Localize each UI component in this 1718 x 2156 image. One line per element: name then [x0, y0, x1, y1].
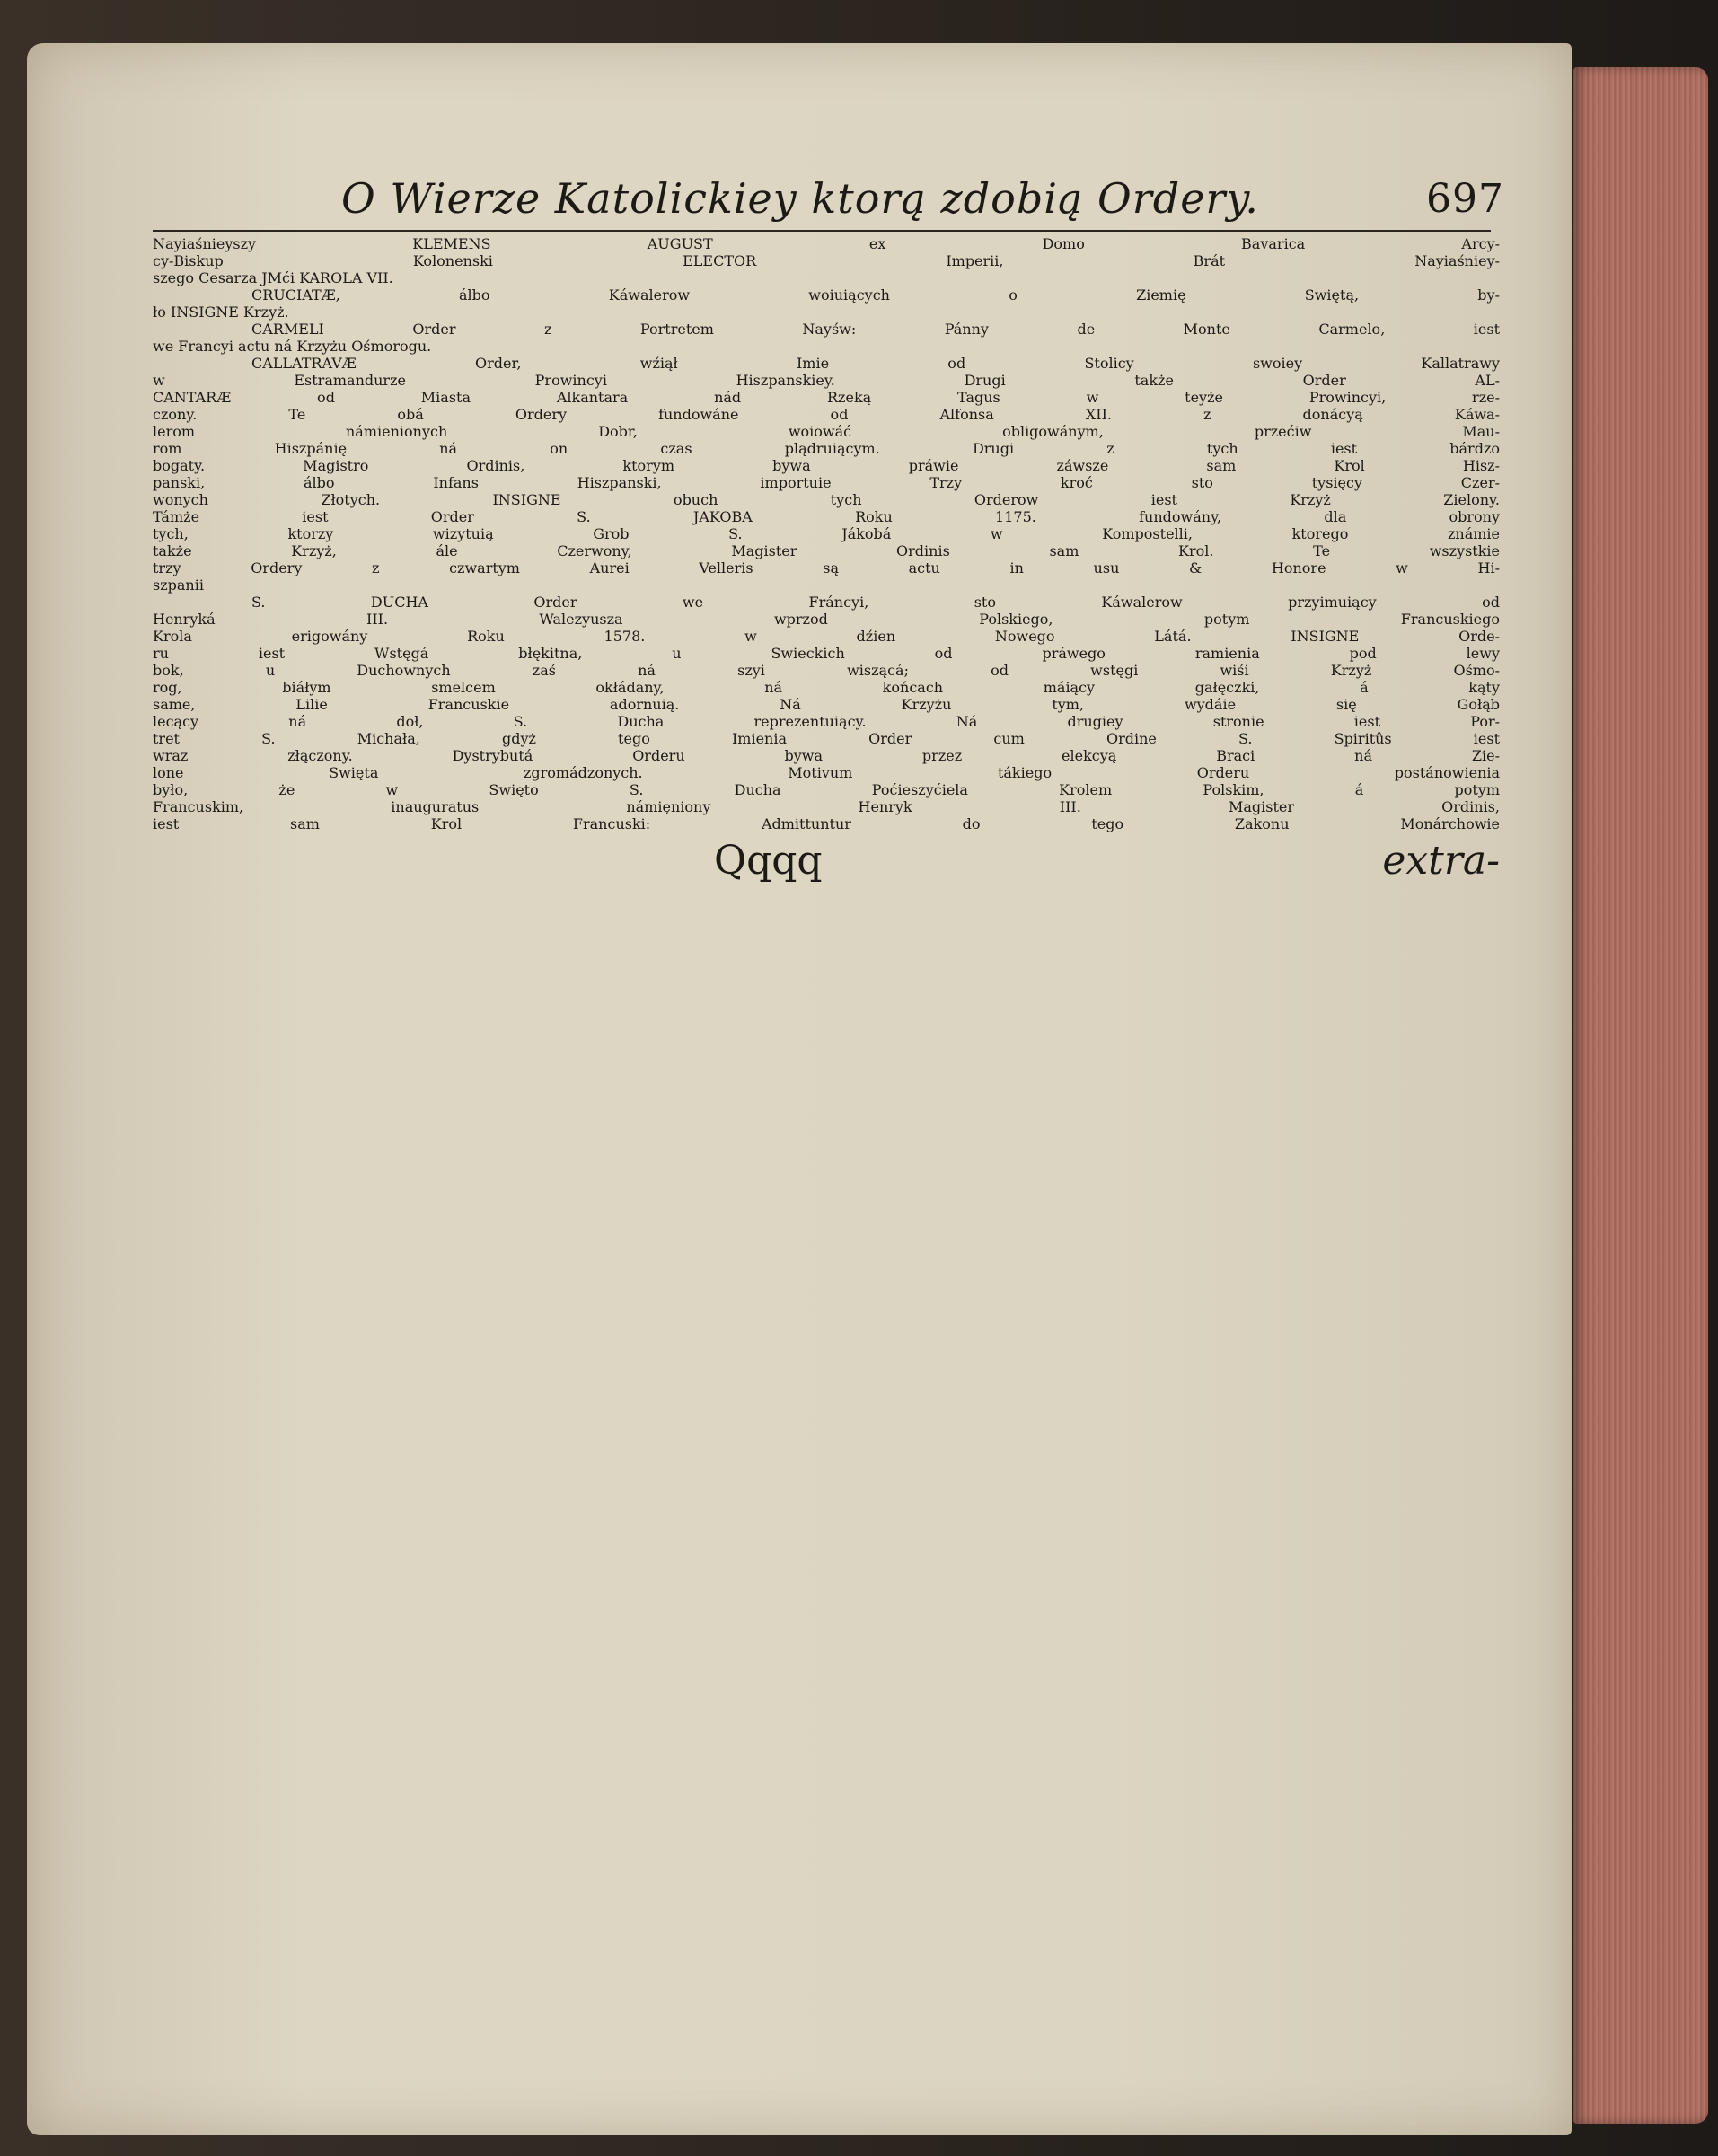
text-line: rog, biáłym smelcem okłádany, ná końcach máiący gałęczki, á kąty [153, 679, 1500, 696]
head-rule [153, 230, 1491, 232]
text-line: Francuskim, inauguratus námięniony Henryk III. Magister Ordinis, [153, 798, 1500, 815]
text-line: lecący ná doł, S. Ducha reprezentuiący. Ná drugiey stronie iest Por- [153, 713, 1500, 730]
text-line: cy-Biskup Kolonenski ELECTOR Imperii, Brát Nayiaśniey- [153, 252, 1500, 269]
text-line: szpanii [153, 576, 204, 594]
text-line: CARMELI Order z Portretem Nayśw: Pánny de Monte Carmelo, iest [251, 321, 1500, 338]
catchword: extra- [1382, 838, 1500, 884]
text-line: trzy Ordery z czwartym Aurei Velleris są actu in usu & Honore w Hi- [153, 559, 1500, 576]
text-line: tych, ktorzy wizytuią Grob S. Jákobá w Kompostelli, ktorego známie [153, 525, 1500, 542]
text-line: lone Swięta zgromádzonych. Motivum tákiego Orderu postánowienia [153, 764, 1500, 781]
page-number: 697 [1426, 176, 1504, 222]
running-head [153, 171, 1504, 230]
text-line: także Krzyż, ále Czerwony, Magister Ordinis sam Krol. Te wszystkie [153, 542, 1500, 559]
text-block [153, 171, 1504, 892]
text-line: ru iest Wstęgá błękitna, u Swieckich od práwego ramienia pod lewy [153, 645, 1500, 662]
text-line: czony. Te obá Ordery fundowáne od Alfonsa XII. z donácyą Káwa- [153, 406, 1500, 423]
text-line: S. DUCHA Order we Fráncyi, sto Káwalerow przyimuiący od [251, 594, 1500, 611]
text-line: ło INSIGNE Krzyż. [153, 304, 289, 321]
text-line: było, że w Swięto S. Ducha Poćieszyćiela Krolem Polskim, á potym [153, 781, 1500, 798]
page-footer [153, 838, 1500, 892]
page-edges [1573, 67, 1708, 2124]
text-line: CANTARÆ od Miasta Alkantara nád Rzeką Tagus w teyże Prowincyi, rze- [153, 389, 1500, 406]
text-line: Henryká III. Walezyusza wprzod Polskiego, potym Francuskiego [153, 611, 1500, 628]
text-line: wonych Złotych. INSIGNE obuch tych Orderow iest Krzyż Zielony. [153, 491, 1500, 508]
text-line: CALLATRAVÆ Order, wźiął Imie od Stolicy swoiey Kallatrawy [251, 355, 1500, 372]
text-line: szego Cesarza JMći KAROLA VII. [153, 269, 393, 286]
text-line: Krola erigowány Roku 1578. w dźien Nowego Látá. INSIGNE Orde- [153, 628, 1500, 645]
text-line: same, Lilie Francuskie adornuią. Ná Krzyżu tym, wydáie się Gołąb [153, 696, 1500, 713]
text-line: tret S. Michała, gdyż tego Imienia Order cum Ordine S. Spiritûs iest [153, 730, 1500, 747]
text-line: CRUCIATÆ, álbo Káwalerow woiuiących o Ziemię Swiętą, by- [251, 286, 1500, 304]
text-line: w Estramandurze Prowincyi Hiszpanskiey. Drugi także Order AL- [153, 372, 1500, 389]
signature-mark: Qqqq [714, 838, 823, 884]
text-line: wraz złączony. Dystrybutá Orderu bywa przez elekcyą Braci ná Zie- [153, 747, 1500, 764]
text-line: rom Hiszpánię ná on czas plądruiącym. Drugi z tych iest bárdzo [153, 440, 1500, 457]
running-title: O Wierze Katolickiey ktorą zdobią Ordery. [341, 174, 1259, 223]
text-line: bogaty. Magistro Ordinis, ktorym bywa práwie záwsze sam Krol Hisz- [153, 457, 1500, 474]
text-line: Nayiaśnieyszy KLEMENS AUGUST ex Domo Bavarica Arcy- [153, 235, 1500, 252]
text-line: bok, u Duchownych zaś ná szyi wiszącá; od wstęgi wiśi Krzyż Ośmo- [153, 662, 1500, 679]
body-text [153, 235, 1500, 832]
text-line: panski, álbo Infans Hiszpanski, importuie Trzy kroć sto tysięcy Czer- [153, 474, 1500, 491]
text-line: Támże iest Order S. JAKOBA Roku 1175. fundowány, dla obrony [153, 508, 1500, 525]
text-line: lerom námienionych Dobr, woiowáć obligowánym, przećiw Mau- [153, 423, 1500, 440]
text-line: iest sam Krol Francuski: Admittuntur do tego Zakonu Monárchowie [153, 815, 1500, 832]
text-line: we Francyi actu ná Krzyżu Ośmorogu. [153, 338, 432, 355]
